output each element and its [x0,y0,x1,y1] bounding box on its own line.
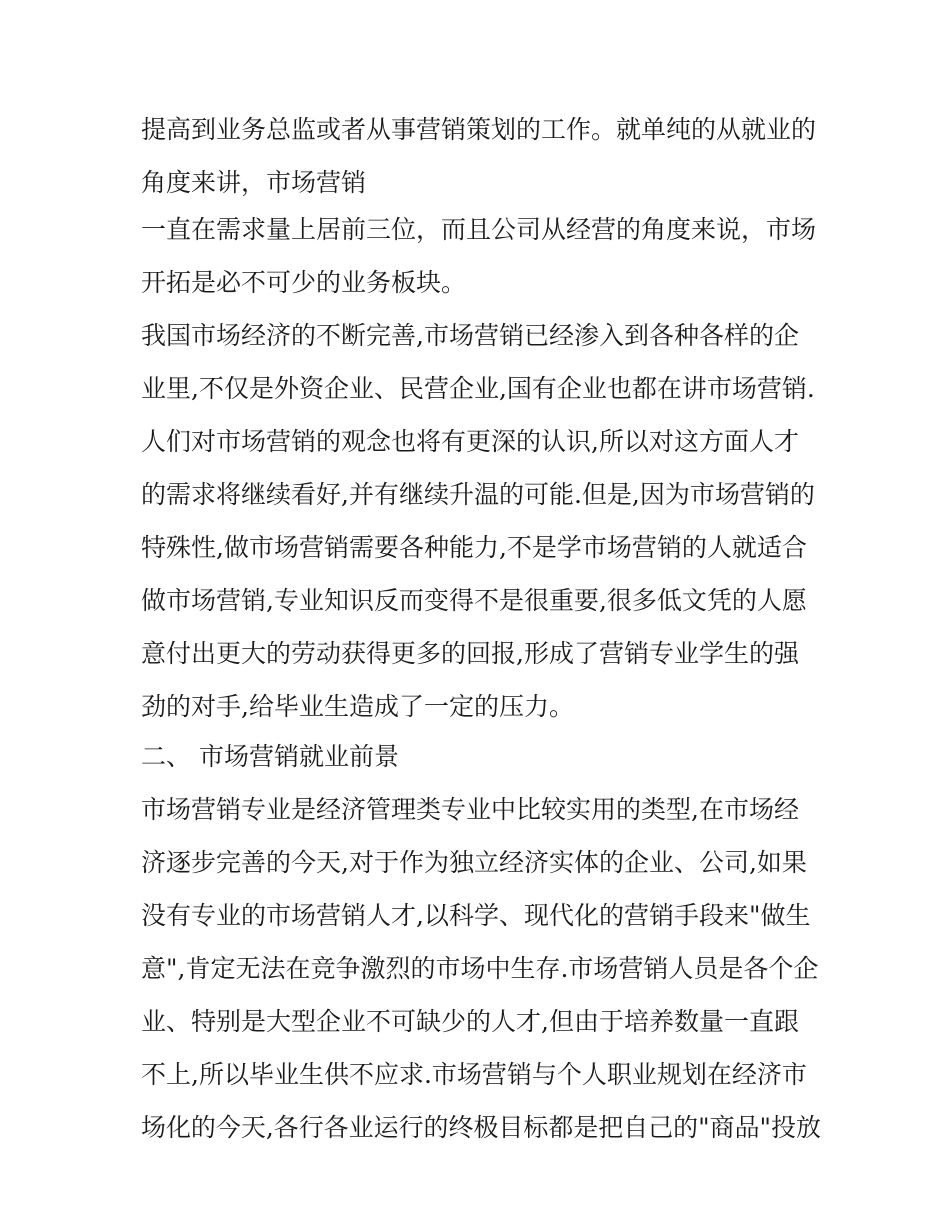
text-line: 做市场营销,专业知识反而变得不是很重要,很多低文凭的人愿 [141,586,807,615]
text-line: 提高到业务总监或者从事营销策划的工作。就单纯的从就业的 [141,115,817,144]
text-line: 一直在需求量上居前三位，而且公司从经营的角度来说，市场 [141,215,817,244]
text-line: 市场营销专业是经济管理类专业中比较实用的类型,在市场经 [141,795,799,824]
text-line: 业里,不仅是外资企业、民营企业,国有企业也都在讲市场营销. [141,374,815,403]
text-line: 开拓是必不可少的业务板块。 [141,268,467,297]
text-line: 角度来讲，市场营销 [141,168,367,197]
text-line: 没有专业的市场营销人才,以科学、现代化的营销手段来"做生 [141,901,811,930]
text-line: 的需求将继续看好,并有继续升温的可能.但是,因为市场营销的 [141,480,815,509]
section-heading: 二、 市场营销就业前景 [141,742,399,771]
text-line: 业、特别是大型企业不可缺少的人才,但由于培养数量一直跟 [141,1007,799,1036]
text-line: 济逐步完善的今天,对于作为独立经济实体的企业、公司,如果 [141,848,807,877]
text-line: 人们对市场营销的观念也将有更深的认识,所以对这方面人才 [141,427,799,456]
text-line: 特殊性,做市场营销需要各种能力,不是学市场营销的人就适合 [141,533,807,562]
text-line: 不上,所以毕业生供不应求.市场营销与个人职业规划在经济市 [141,1060,807,1089]
text-line: 意",肯定无法在竞争激烈的市场中生存.市场营销人员是各个企 [141,954,819,983]
text-line: 场化的今天,各行各业运行的终极目标都是把自己的"商品"投放 [141,1113,821,1142]
text-line: 我国市场经济的不断完善,市场营销已经渗入到各种各样的企 [141,321,799,350]
text-line: 意付出更大的劳动获得更多的回报,形成了营销专业学生的强 [141,639,799,668]
text-line: 劲的对手,给毕业生造成了一定的压力。 [141,692,574,721]
